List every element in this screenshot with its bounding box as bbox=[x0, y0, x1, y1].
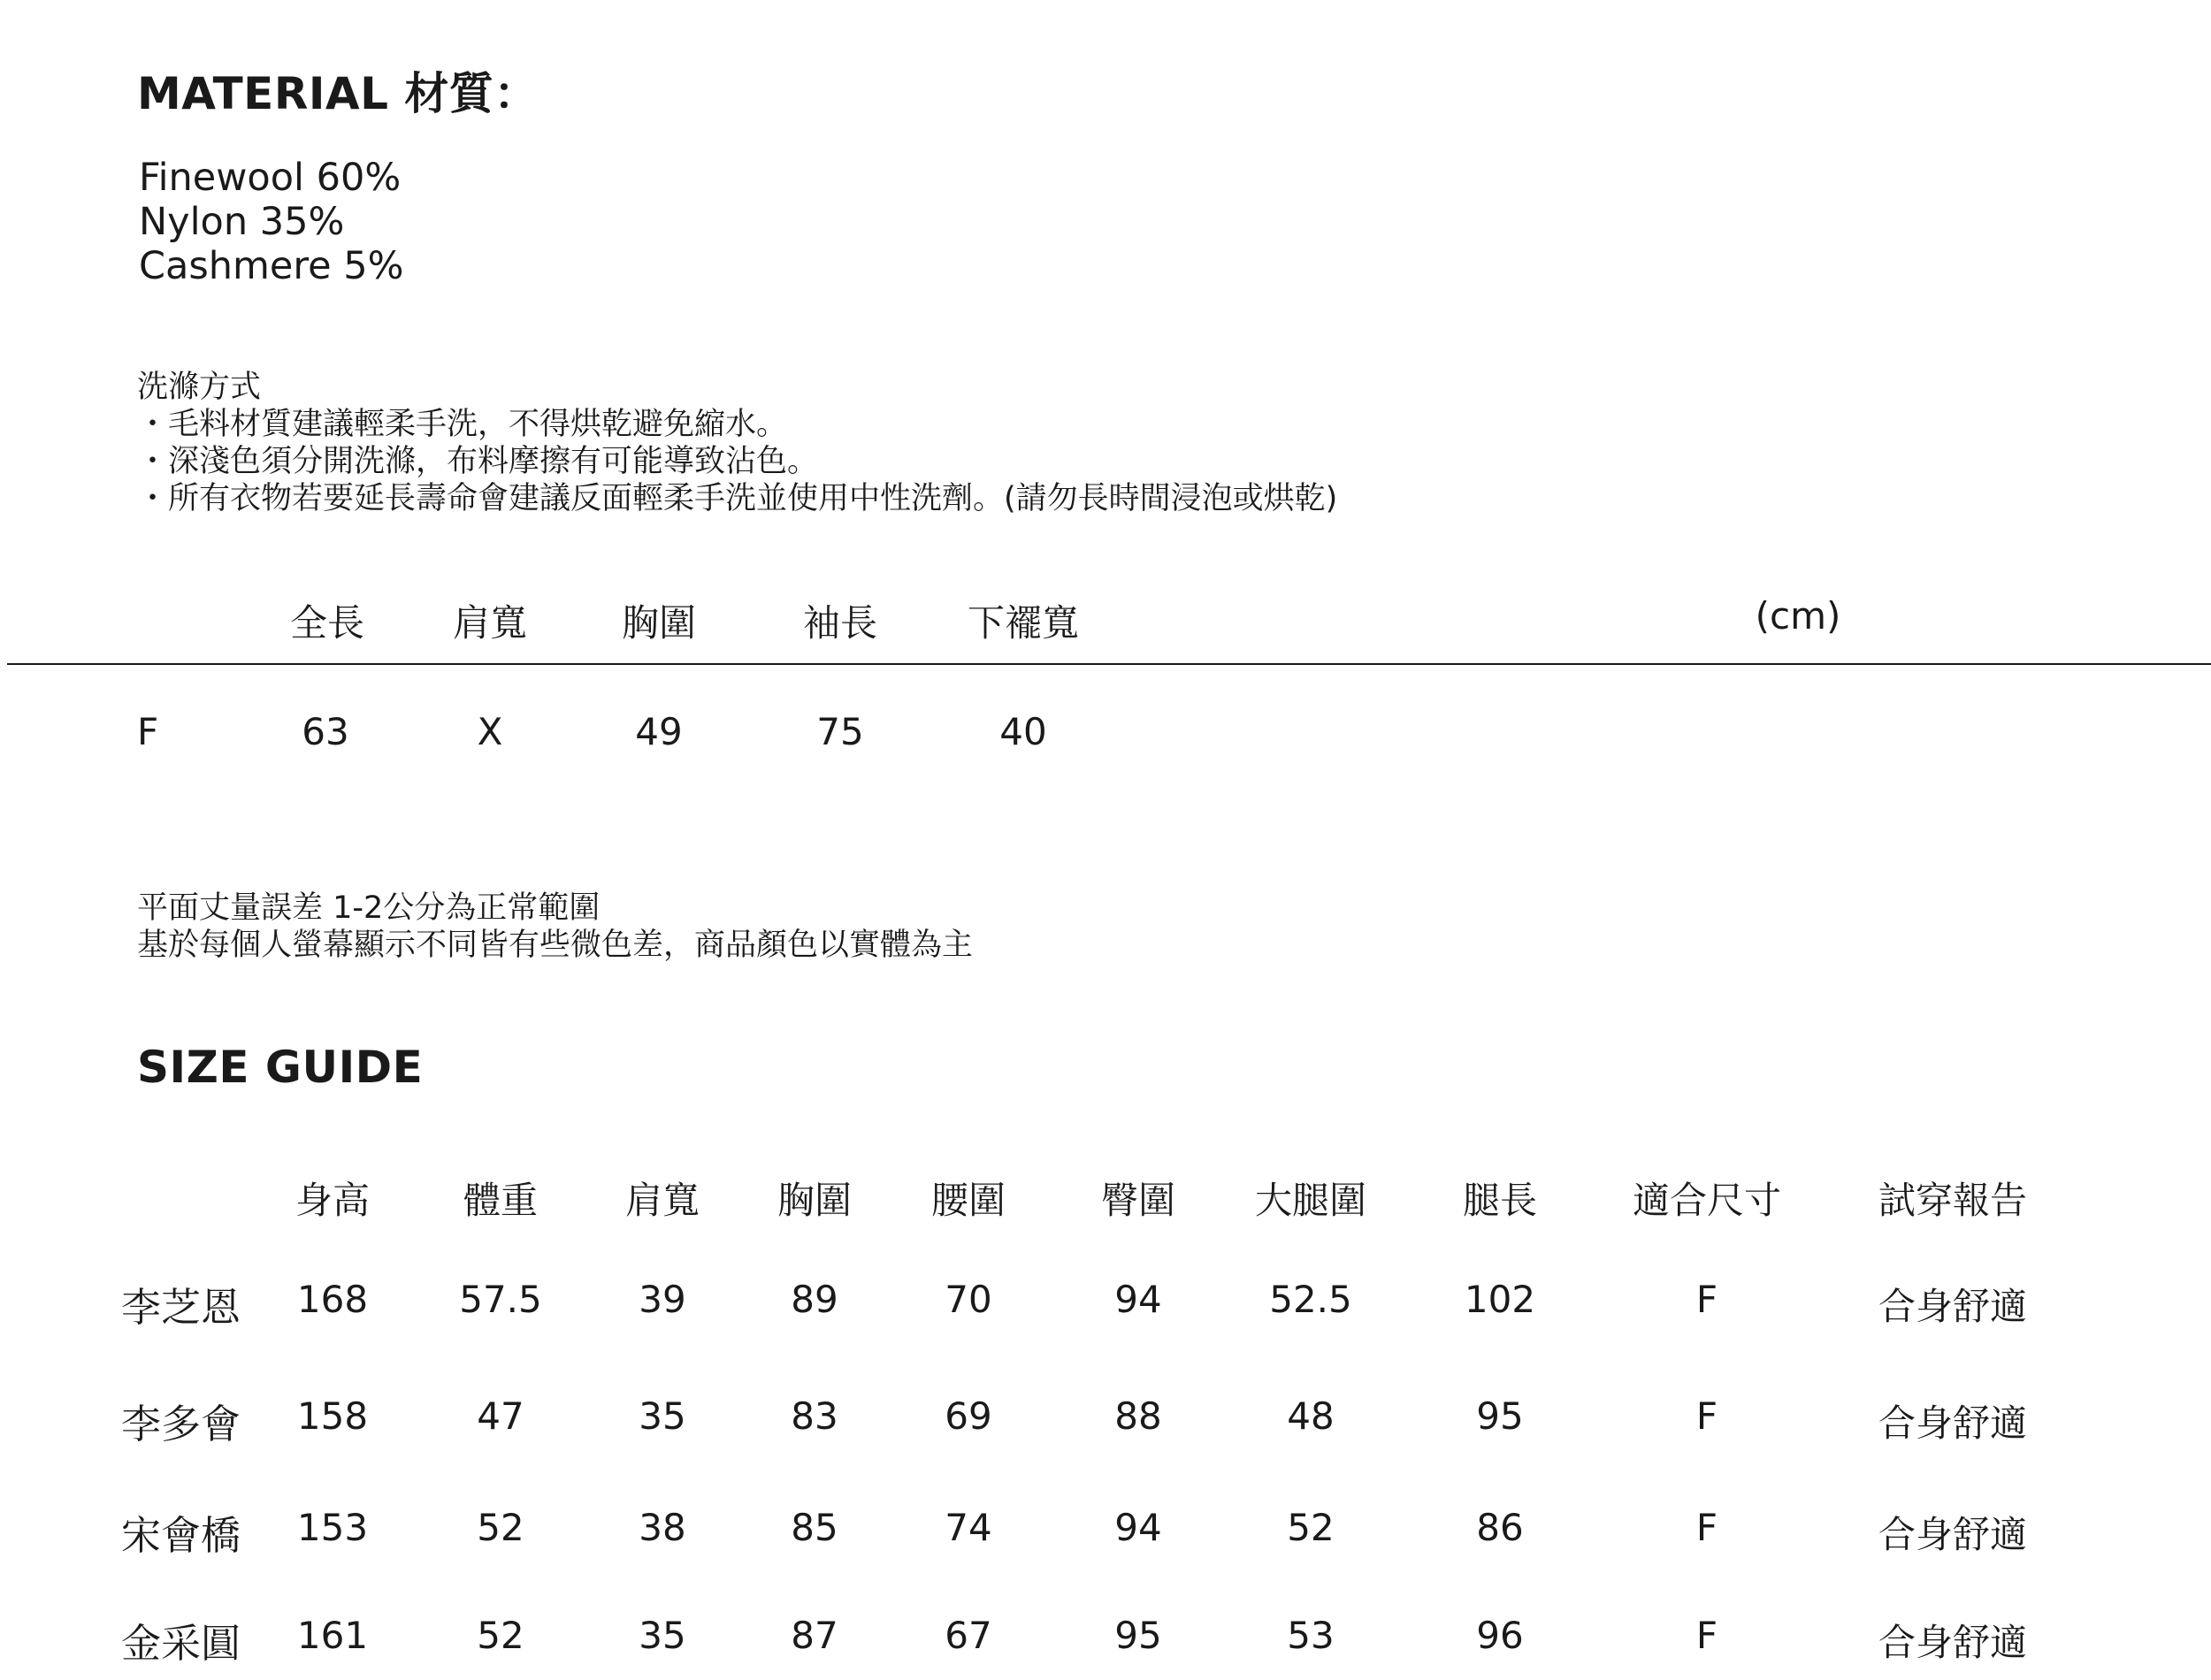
note-line: 平面丈量誤差 1-2公分為正常範圍 bbox=[137, 890, 601, 926]
guide-cell: 69 bbox=[945, 1394, 992, 1438]
guide-cell: 88 bbox=[1114, 1394, 1162, 1438]
care-title: 洗滌方式 bbox=[137, 370, 262, 405]
measurement-notes bbox=[137, 890, 973, 964]
guide-cell: 87 bbox=[791, 1614, 838, 1657]
guide-cell: 85 bbox=[791, 1506, 838, 1549]
guide-cell: 102 bbox=[1464, 1278, 1536, 1321]
guide-cell: F bbox=[1695, 1278, 1718, 1321]
guide-cell: 74 bbox=[945, 1506, 992, 1549]
guide-cell: F bbox=[1695, 1506, 1718, 1549]
measure-value: 75 bbox=[816, 710, 864, 753]
guide-cell: 合身舒適 bbox=[1878, 1621, 2028, 1664]
guide-cell: 86 bbox=[1476, 1506, 1524, 1549]
material-line: Finewool 60% bbox=[139, 156, 402, 200]
guide-cell: 161 bbox=[296, 1614, 369, 1657]
guide-cell: 83 bbox=[791, 1394, 838, 1438]
guide-cell: 70 bbox=[945, 1278, 992, 1321]
guide-cell: 95 bbox=[1114, 1614, 1162, 1657]
size-guide-heading: SIZE GUIDE bbox=[137, 1042, 424, 1093]
guide-header: 腰圍 bbox=[930, 1179, 1006, 1222]
guide-header: 體重 bbox=[463, 1179, 539, 1222]
guide-cell: 94 bbox=[1114, 1506, 1162, 1549]
guide-cell: 48 bbox=[1287, 1394, 1335, 1438]
guide-cell: 合身舒適 bbox=[1878, 1285, 2028, 1328]
guide-cell: 合身舒適 bbox=[1878, 1513, 2028, 1556]
table-divider bbox=[7, 663, 2211, 665]
guide-cell: 35 bbox=[639, 1614, 686, 1657]
unit-label: (cm) bbox=[1755, 594, 1841, 638]
material-heading: MATERIAL 材質： bbox=[137, 68, 539, 119]
care-line: ・所有衣物若要延長壽命會建議反面輕柔手洗並使用中性洗劑。(請勿長時間浸泡或烘乾) bbox=[137, 481, 1338, 516]
guide-cell: 47 bbox=[477, 1394, 524, 1438]
measure-value: 63 bbox=[302, 710, 349, 753]
model-name: 李芝恩 bbox=[121, 1284, 241, 1331]
measure-header: 胸圍 bbox=[621, 601, 697, 645]
measure-value: X bbox=[477, 710, 503, 753]
measure-value: 40 bbox=[999, 710, 1047, 753]
guide-cell: 35 bbox=[639, 1394, 686, 1438]
guide-cell: 52 bbox=[477, 1506, 524, 1549]
guide-header: 身高 bbox=[295, 1179, 371, 1222]
guide-cell: 57.5 bbox=[459, 1278, 542, 1321]
measure-value: 49 bbox=[635, 710, 683, 753]
material-list bbox=[139, 156, 403, 288]
measure-header: 下襬寬 bbox=[967, 601, 1080, 645]
guide-cell: 52 bbox=[1287, 1506, 1335, 1549]
guide-cell: 67 bbox=[945, 1614, 992, 1657]
guide-header: 臀圍 bbox=[1100, 1179, 1176, 1222]
guide-cell: 95 bbox=[1476, 1394, 1524, 1438]
measure-header: 肩寬 bbox=[452, 601, 528, 645]
guide-header: 大腿圍 bbox=[1254, 1179, 1367, 1222]
care-line: ・深淺色須分開洗滌，布料摩擦有可能導致沾色。 bbox=[137, 444, 819, 479]
model-name: 金采圓 bbox=[121, 1620, 241, 1667]
guide-cell: F bbox=[1695, 1394, 1718, 1438]
guide-cell: 168 bbox=[296, 1278, 369, 1321]
care-line: ・毛料材質建議輕柔手洗，不得烘乾避免縮水。 bbox=[137, 407, 788, 442]
size-label: F bbox=[137, 710, 159, 753]
guide-cell: F bbox=[1695, 1614, 1718, 1657]
guide-cell: 94 bbox=[1114, 1278, 1162, 1321]
measure-header: 袖長 bbox=[802, 601, 878, 645]
model-name: 李多會 bbox=[121, 1401, 241, 1447]
guide-cell: 89 bbox=[791, 1278, 838, 1321]
material-line: Nylon 35% bbox=[139, 200, 345, 244]
guide-cell: 158 bbox=[296, 1394, 369, 1438]
guide-header: 適合尺寸 bbox=[1632, 1179, 1782, 1222]
guide-header: 試穿報告 bbox=[1878, 1179, 2028, 1222]
guide-cell: 合身舒適 bbox=[1878, 1401, 2028, 1445]
care-instructions bbox=[137, 369, 1337, 517]
guide-cell: 153 bbox=[296, 1506, 369, 1549]
guide-cell: 53 bbox=[1287, 1614, 1335, 1657]
guide-cell: 38 bbox=[639, 1506, 686, 1549]
guide-header: 肩寬 bbox=[624, 1179, 700, 1222]
material-line: Cashmere 5% bbox=[139, 244, 404, 288]
guide-cell: 96 bbox=[1476, 1614, 1524, 1657]
guide-cell: 52 bbox=[477, 1614, 524, 1657]
model-name: 宋會橋 bbox=[121, 1512, 241, 1559]
guide-header: 腿長 bbox=[1462, 1179, 1538, 1222]
guide-cell: 39 bbox=[639, 1278, 686, 1321]
guide-header: 胸圍 bbox=[777, 1179, 853, 1222]
note-line: 基於每個人螢幕顯示不同皆有些微色差，商品顏色以實體為主 bbox=[137, 928, 974, 963]
measure-header: 全長 bbox=[289, 601, 365, 645]
guide-cell: 52.5 bbox=[1269, 1278, 1352, 1321]
